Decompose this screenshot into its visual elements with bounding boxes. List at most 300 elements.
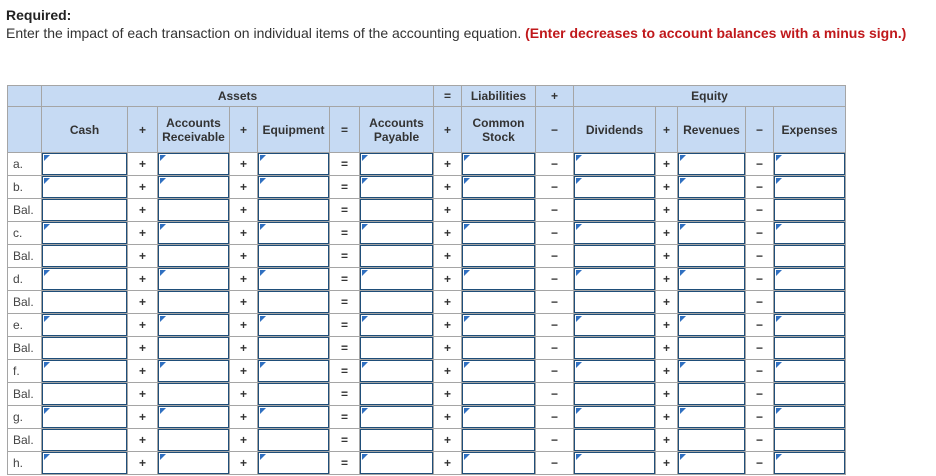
- revenues-cell: [678, 268, 746, 291]
- table-row: [8, 314, 846, 337]
- expenses-input[interactable]: [774, 360, 845, 382]
- group-blank: [8, 86, 42, 107]
- entry-marker-icon: [464, 270, 470, 276]
- revenues-cell: [678, 429, 746, 452]
- header-accounts-payable: Accounts Payable: [360, 107, 434, 153]
- dividends-cell: [574, 176, 656, 199]
- entry-marker-icon: [260, 454, 266, 460]
- accounts-receivable-input[interactable]: [158, 199, 229, 221]
- group-equals: =: [434, 86, 462, 107]
- accounts-receivable-cell: [158, 199, 230, 222]
- accounts-receivable-input[interactable]: [158, 245, 229, 267]
- common-stock-cell: [462, 406, 536, 429]
- entry-marker-icon: [160, 408, 166, 414]
- accounts-payable-input[interactable]: [360, 176, 433, 198]
- plus-sign: +: [128, 360, 158, 383]
- plus-sign: +: [434, 429, 462, 452]
- dividends-cell: [574, 406, 656, 429]
- revenues-input[interactable]: [678, 452, 745, 474]
- common-stock-input[interactable]: [462, 429, 535, 451]
- entry-marker-icon: [44, 408, 50, 414]
- plus-sign: +: [656, 291, 678, 314]
- common-stock-input[interactable]: [462, 199, 535, 221]
- entry-marker-icon: [776, 224, 782, 230]
- equipment-cell: [258, 291, 330, 314]
- equipment-cell: [258, 245, 330, 268]
- plus-sign: +: [128, 199, 158, 222]
- accounts-receivable-input[interactable]: [158, 268, 229, 290]
- cash-input[interactable]: [42, 291, 127, 313]
- plus-sign: +: [230, 268, 258, 291]
- plus-sign: +: [128, 176, 158, 199]
- group-assets: Assets: [42, 86, 434, 107]
- entry-marker-icon: [260, 316, 266, 322]
- dividends-input[interactable]: [574, 176, 655, 198]
- cash-input[interactable]: [42, 314, 127, 336]
- common-stock-input[interactable]: [462, 337, 535, 359]
- entry-marker-icon: [464, 454, 470, 460]
- dividends-input[interactable]: [574, 291, 655, 313]
- dividends-input[interactable]: [574, 268, 655, 290]
- plus-sign: +: [230, 314, 258, 337]
- accounts-receivable-input[interactable]: [158, 383, 229, 405]
- cash-input[interactable]: [42, 429, 127, 451]
- minus-sign: −: [746, 245, 774, 268]
- minus-sign: −: [746, 176, 774, 199]
- equipment-cell: [258, 268, 330, 291]
- minus-sign: −: [536, 383, 574, 406]
- accounts-payable-input[interactable]: [360, 314, 433, 336]
- equals-sign: =: [330, 429, 360, 452]
- expenses-cell: [774, 268, 846, 291]
- dividends-input[interactable]: [574, 245, 655, 267]
- entry-marker-icon: [260, 178, 266, 184]
- entry-marker-icon: [44, 224, 50, 230]
- equipment-input[interactable]: [258, 452, 329, 474]
- revenues-cell: [678, 245, 746, 268]
- accounts-receivable-input[interactable]: [158, 176, 229, 198]
- dividends-input[interactable]: [574, 153, 655, 175]
- cash-cell: [42, 314, 128, 337]
- column-header-row: [8, 107, 846, 153]
- equals-sign: =: [330, 291, 360, 314]
- accounts-payable-cell: [360, 176, 434, 199]
- minus-sign: −: [746, 337, 774, 360]
- entry-marker-icon: [362, 178, 368, 184]
- accounts-receivable-input[interactable]: [158, 429, 229, 451]
- table-row: [8, 429, 846, 452]
- plus-sign: +: [230, 360, 258, 383]
- entry-marker-icon: [680, 224, 686, 230]
- expenses-cell: [774, 222, 846, 245]
- dividends-cell: [574, 383, 656, 406]
- table-row: [8, 383, 846, 406]
- expenses-cell: [774, 314, 846, 337]
- common-stock-input[interactable]: [462, 360, 535, 382]
- row-label: Bal.: [8, 383, 42, 406]
- accounts-payable-cell: [360, 383, 434, 406]
- plus-sign: +: [656, 314, 678, 337]
- equals-sign: =: [330, 222, 360, 245]
- plus-sign: +: [128, 222, 158, 245]
- plus-sign: +: [128, 245, 158, 268]
- table-row: [8, 176, 846, 199]
- plus-sign: +: [230, 337, 258, 360]
- expenses-input[interactable]: [774, 383, 845, 405]
- revenues-input[interactable]: [678, 176, 745, 198]
- entry-marker-icon: [576, 454, 582, 460]
- cash-input[interactable]: [42, 383, 127, 405]
- plus-sign: +: [434, 383, 462, 406]
- cash-input[interactable]: [42, 452, 127, 474]
- cash-cell: [42, 268, 128, 291]
- expenses-input[interactable]: [774, 429, 845, 451]
- accounts-payable-input[interactable]: [360, 222, 433, 244]
- expenses-input[interactable]: [774, 406, 845, 428]
- entry-marker-icon: [464, 408, 470, 414]
- plus-sign: +: [434, 153, 462, 176]
- accounts-payable-input[interactable]: [360, 360, 433, 382]
- expenses-cell: [774, 291, 846, 314]
- equipment-input[interactable]: [258, 291, 329, 313]
- cash-cell: [42, 291, 128, 314]
- minus-sign: −: [746, 291, 774, 314]
- revenues-cell: [678, 222, 746, 245]
- expenses-input[interactable]: [774, 176, 845, 198]
- minus-sign: −: [746, 383, 774, 406]
- plus-sign: +: [656, 199, 678, 222]
- common-stock-input[interactable]: [462, 383, 535, 405]
- accounts-payable-input[interactable]: [360, 452, 433, 474]
- row-label: Bal.: [8, 291, 42, 314]
- accounts-receivable-input[interactable]: [158, 337, 229, 359]
- revenues-cell: [678, 199, 746, 222]
- revenues-input[interactable]: [678, 153, 745, 175]
- accounts-payable-input[interactable]: [360, 153, 433, 175]
- dividends-input[interactable]: [574, 222, 655, 244]
- expenses-input[interactable]: [774, 245, 845, 267]
- accounts-payable-cell: [360, 268, 434, 291]
- common-stock-cell: [462, 153, 536, 176]
- accounts-receivable-input[interactable]: [158, 153, 229, 175]
- equipment-input[interactable]: [258, 429, 329, 451]
- equipment-input[interactable]: [258, 153, 329, 175]
- dividends-cell: [574, 314, 656, 337]
- common-stock-input[interactable]: [462, 222, 535, 244]
- equipment-input[interactable]: [258, 406, 329, 428]
- accounts-receivable-input[interactable]: [158, 406, 229, 428]
- dividends-input[interactable]: [574, 406, 655, 428]
- plus-sign: +: [434, 452, 462, 475]
- minus-sign: −: [536, 222, 574, 245]
- entry-marker-icon: [362, 454, 368, 460]
- expenses-input[interactable]: [774, 314, 845, 336]
- expenses-cell: [774, 406, 846, 429]
- common-stock-input[interactable]: [462, 314, 535, 336]
- entry-marker-icon: [44, 454, 50, 460]
- entry-marker-icon: [44, 316, 50, 322]
- accounts-receivable-cell: [158, 245, 230, 268]
- revenues-cell: [678, 314, 746, 337]
- minus-sign: −: [746, 268, 774, 291]
- accounts-payable-input[interactable]: [360, 383, 433, 405]
- common-stock-cell: [462, 383, 536, 406]
- expenses-input[interactable]: [774, 268, 845, 290]
- entry-marker-icon: [464, 155, 470, 161]
- common-stock-cell: [462, 429, 536, 452]
- dividends-input[interactable]: [574, 383, 655, 405]
- equipment-input[interactable]: [258, 199, 329, 221]
- revenues-input[interactable]: [678, 199, 745, 221]
- revenues-cell: [678, 360, 746, 383]
- entry-marker-icon: [464, 316, 470, 322]
- revenues-input[interactable]: [678, 429, 745, 451]
- plus-sign: +: [128, 429, 158, 452]
- entry-marker-icon: [44, 270, 50, 276]
- cash-input[interactable]: [42, 360, 127, 382]
- dividends-cell: [574, 291, 656, 314]
- minus-sign: −: [746, 222, 774, 245]
- common-stock-cell: [462, 176, 536, 199]
- entry-marker-icon: [576, 408, 582, 414]
- equals-sign: =: [330, 452, 360, 475]
- minus-sign: −: [746, 199, 774, 222]
- header-cash: Cash: [42, 107, 128, 153]
- equals-sign: =: [330, 268, 360, 291]
- revenues-input[interactable]: [678, 406, 745, 428]
- equipment-cell: [258, 360, 330, 383]
- cash-cell: [42, 360, 128, 383]
- revenues-input[interactable]: [678, 337, 745, 359]
- minus-sign: −: [746, 360, 774, 383]
- instruction-emphasis: (Enter decreases to account balances with a minus sign.): [525, 25, 907, 41]
- plus-sign: +: [230, 406, 258, 429]
- plus-sign: +: [128, 314, 158, 337]
- row-label: d.: [8, 268, 42, 291]
- equals-sign: =: [330, 153, 360, 176]
- common-stock-cell: [462, 314, 536, 337]
- accounts-payable-input[interactable]: [360, 291, 433, 313]
- cash-input[interactable]: [42, 337, 127, 359]
- dividends-input[interactable]: [574, 314, 655, 336]
- accounts-payable-input[interactable]: [360, 429, 433, 451]
- entry-marker-icon: [44, 362, 50, 368]
- common-stock-input[interactable]: [462, 406, 535, 428]
- entry-marker-icon: [160, 224, 166, 230]
- cash-cell: [42, 406, 128, 429]
- plus-sign: +: [656, 406, 678, 429]
- cash-input[interactable]: [42, 245, 127, 267]
- accounts-receivable-cell: [158, 383, 230, 406]
- accounts-payable-input[interactable]: [360, 406, 433, 428]
- accounts-payable-input[interactable]: [360, 337, 433, 359]
- accounts-receivable-input[interactable]: [158, 314, 229, 336]
- accounts-receivable-cell: [158, 268, 230, 291]
- instruction-main: Enter the impact of each transaction on individual items of the accounting equation.: [6, 25, 522, 41]
- equipment-input[interactable]: [258, 268, 329, 290]
- equipment-input[interactable]: [258, 314, 329, 336]
- expenses-cell: [774, 176, 846, 199]
- common-stock-input[interactable]: [462, 153, 535, 175]
- entry-marker-icon: [776, 408, 782, 414]
- plus-sign: +: [128, 268, 158, 291]
- minus-sign: −: [746, 406, 774, 429]
- plus-sign: +: [230, 429, 258, 452]
- equipment-input[interactable]: [258, 245, 329, 267]
- entry-marker-icon: [44, 178, 50, 184]
- plus-sign: +: [434, 222, 462, 245]
- accounts-payable-cell: [360, 199, 434, 222]
- expenses-input[interactable]: [774, 452, 845, 474]
- plus-sign: +: [128, 406, 158, 429]
- minus-sign: −: [536, 268, 574, 291]
- dividends-input[interactable]: [574, 199, 655, 221]
- plus-sign: +: [230, 176, 258, 199]
- common-stock-input[interactable]: [462, 452, 535, 474]
- entry-marker-icon: [160, 270, 166, 276]
- accounts-receivable-input[interactable]: [158, 222, 229, 244]
- row-label: g.: [8, 406, 42, 429]
- entry-marker-icon: [260, 362, 266, 368]
- minus-sign: −: [746, 314, 774, 337]
- revenues-input[interactable]: [678, 222, 745, 244]
- cash-input[interactable]: [42, 268, 127, 290]
- plus-sign: +: [656, 452, 678, 475]
- required-heading: Required:: [6, 7, 72, 23]
- entry-marker-icon: [362, 408, 368, 414]
- table-row: [8, 291, 846, 314]
- plus-sign: +: [434, 176, 462, 199]
- entry-marker-icon: [260, 408, 266, 414]
- minus-sign: −: [536, 337, 574, 360]
- accounts-payable-cell: [360, 360, 434, 383]
- cash-input[interactable]: [42, 176, 127, 198]
- cash-cell: [42, 222, 128, 245]
- dividends-input[interactable]: [574, 429, 655, 451]
- minus-sign: −: [536, 429, 574, 452]
- entry-marker-icon: [260, 270, 266, 276]
- equipment-input[interactable]: [258, 337, 329, 359]
- accounts-payable-input[interactable]: [360, 199, 433, 221]
- entry-marker-icon: [680, 316, 686, 322]
- entry-marker-icon: [576, 270, 582, 276]
- entry-marker-icon: [362, 362, 368, 368]
- revenues-input[interactable]: [678, 245, 745, 267]
- common-stock-input[interactable]: [462, 268, 535, 290]
- dividends-cell: [574, 199, 656, 222]
- revenues-input[interactable]: [678, 383, 745, 405]
- header-common-stock: Common Stock: [462, 107, 536, 153]
- cash-cell: [42, 153, 128, 176]
- table-row: [8, 245, 846, 268]
- equipment-input[interactable]: [258, 222, 329, 244]
- accounts-payable-input[interactable]: [360, 268, 433, 290]
- accounting-equation-table: [7, 85, 846, 475]
- equipment-cell: [258, 153, 330, 176]
- plus-sign: +: [434, 245, 462, 268]
- header-blank: [8, 107, 42, 153]
- accounts-receivable-input[interactable]: [158, 360, 229, 382]
- dividends-input[interactable]: [574, 337, 655, 359]
- accounts-receivable-input[interactable]: [158, 452, 229, 474]
- entry-marker-icon: [160, 362, 166, 368]
- accounts-payable-input[interactable]: [360, 245, 433, 267]
- group-plus: +: [536, 86, 574, 107]
- row-label: Bal.: [8, 337, 42, 360]
- common-stock-cell: [462, 452, 536, 475]
- entry-marker-icon: [464, 362, 470, 368]
- common-stock-cell: [462, 360, 536, 383]
- equipment-input[interactable]: [258, 383, 329, 405]
- equipment-input[interactable]: [258, 176, 329, 198]
- entry-marker-icon: [680, 408, 686, 414]
- cash-cell: [42, 199, 128, 222]
- accounts-payable-cell: [360, 245, 434, 268]
- entry-marker-icon: [160, 155, 166, 161]
- expenses-cell: [774, 199, 846, 222]
- dividends-input[interactable]: [574, 360, 655, 382]
- minus-sign: −: [536, 153, 574, 176]
- equipment-input[interactable]: [258, 360, 329, 382]
- revenues-input[interactable]: [678, 291, 745, 313]
- group-header-row: [8, 86, 846, 107]
- cash-input[interactable]: [42, 406, 127, 428]
- accounts-receivable-cell: [158, 452, 230, 475]
- dividends-cell: [574, 337, 656, 360]
- cash-input[interactable]: [42, 199, 127, 221]
- revenues-input[interactable]: [678, 314, 745, 336]
- group-equity: Equity: [574, 86, 846, 107]
- expenses-input[interactable]: [774, 291, 845, 313]
- table-row: [8, 268, 846, 291]
- entry-marker-icon: [680, 270, 686, 276]
- common-stock-input[interactable]: [462, 245, 535, 267]
- accounts-receivable-cell: [158, 222, 230, 245]
- entry-marker-icon: [160, 316, 166, 322]
- entry-marker-icon: [776, 316, 782, 322]
- expenses-input[interactable]: [774, 222, 845, 244]
- accounts-payable-cell: [360, 291, 434, 314]
- minus-sign: −: [536, 406, 574, 429]
- revenues-input[interactable]: [678, 268, 745, 290]
- row-label: Bal.: [8, 245, 42, 268]
- accounts-receivable-input[interactable]: [158, 291, 229, 313]
- plus-sign: +: [128, 337, 158, 360]
- common-stock-input[interactable]: [462, 176, 535, 198]
- expenses-input[interactable]: [774, 153, 845, 175]
- entry-marker-icon: [576, 316, 582, 322]
- dividends-input[interactable]: [574, 452, 655, 474]
- entry-marker-icon: [260, 155, 266, 161]
- equipment-cell: [258, 176, 330, 199]
- entry-marker-icon: [576, 178, 582, 184]
- header-equipment: Equipment: [258, 107, 330, 153]
- expenses-input[interactable]: [774, 199, 845, 221]
- common-stock-input[interactable]: [462, 291, 535, 313]
- cash-input[interactable]: [42, 222, 127, 244]
- expenses-input[interactable]: [774, 337, 845, 359]
- revenues-cell: [678, 452, 746, 475]
- plus-sign: +: [434, 406, 462, 429]
- revenues-input[interactable]: [678, 360, 745, 382]
- plus-sign: +: [230, 153, 258, 176]
- cash-input[interactable]: [42, 153, 127, 175]
- entry-marker-icon: [776, 270, 782, 276]
- plus-sign: +: [434, 291, 462, 314]
- equipment-cell: [258, 429, 330, 452]
- accounts-receivable-cell: [158, 176, 230, 199]
- table-row: [8, 360, 846, 383]
